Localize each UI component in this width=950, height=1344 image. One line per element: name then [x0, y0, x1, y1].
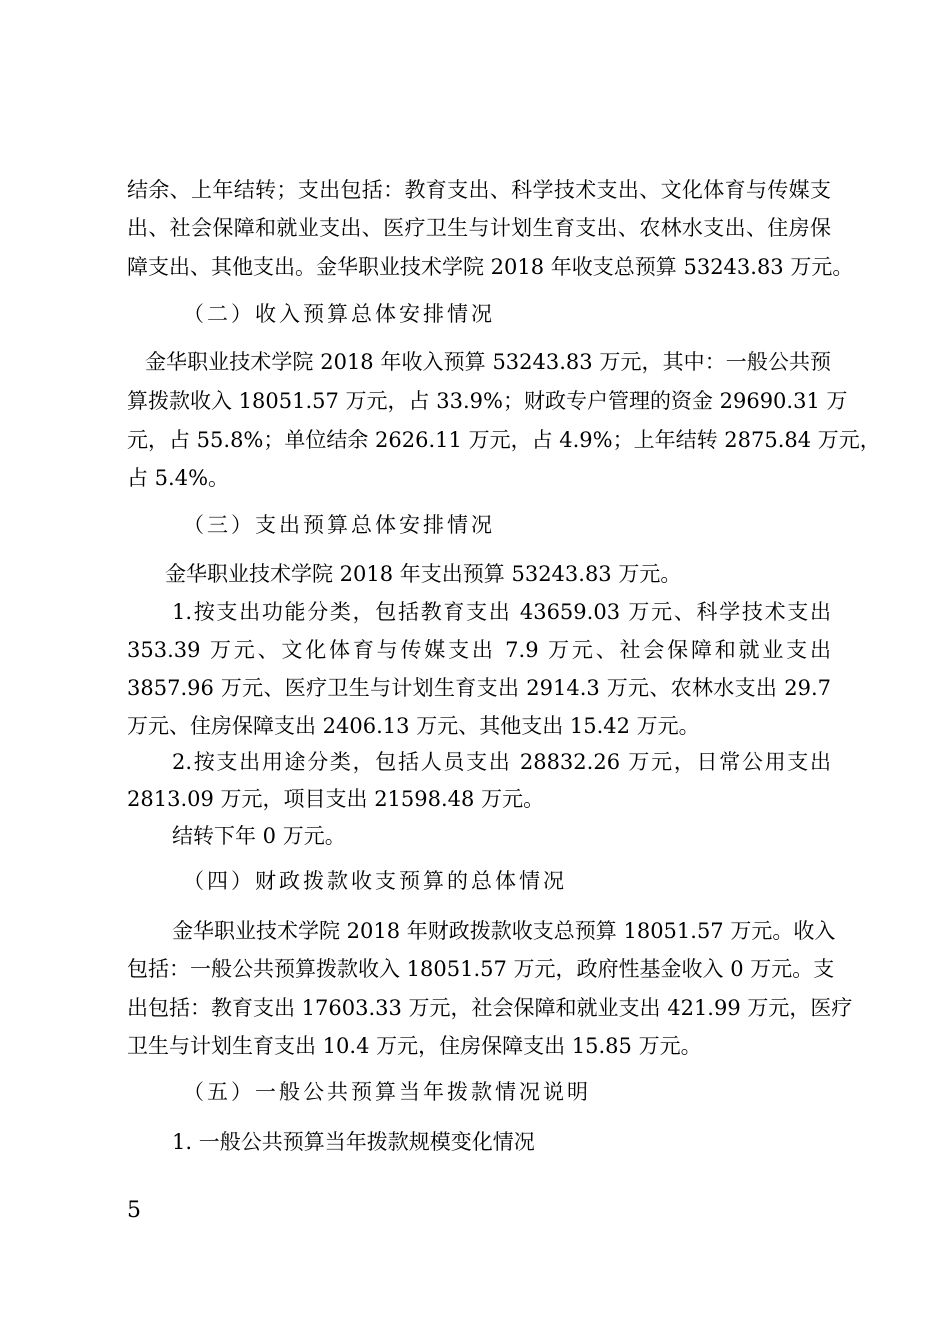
- section3-item1-line-4: 万元、住房保障支出 2406.13 万元、其他支出 15.42 万元。: [127, 714, 700, 738]
- section5-heading: （五）一般公共预算当年拨款情况说明: [183, 1080, 591, 1104]
- intro-line-3: 障支出、其他支出。金华职业技术学院 2018 年收支总预算 53243.83 万元。: [127, 255, 854, 279]
- section3-summary: 金华职业技术学院 2018 年支出预算 53243.83 万元。: [165, 562, 682, 586]
- section4-line-3: 出包括：教育支出 17603.33 万元，社会保障和就业支出 421.99 万元，医疗: [127, 996, 853, 1020]
- section3-item1-line-3: 3857.96 万元、医疗卫生与计划生育支出 2914.3 万元、农林水支出 29.7: [127, 676, 831, 700]
- section3-item2-line-1: 2.按支出用途分类，包括人员支出 28832.26 万元，日常公用支出: [172, 750, 831, 774]
- section4-line-4: 卫生与计划生育支出 10.4 万元，住房保障支出 15.85 万元。: [127, 1034, 702, 1058]
- intro-line-1: 结余、上年结转；支出包括：教育支出、科学技术支出、文化体育与传媒支: [127, 178, 831, 202]
- section4-line-1: 金华职业技术学院 2018 年财政拨款收支总预算 18051.57 万元。收入: [172, 919, 836, 943]
- section2-line-3: 元，占 55.8%；单位结余 2626.11 万元，占 4.9%；上年结转 2875.84 万元，: [127, 428, 881, 452]
- section2-heading: （二）收入预算总体安排情况: [183, 302, 495, 326]
- section3-item1-line-1: 1.按支出功能分类，包括教育支出 43659.03 万元、科学技术支出: [172, 600, 831, 624]
- section4-heading: （四）财政拨款收支预算的总体情况: [183, 869, 567, 893]
- page-number: 5: [127, 1198, 141, 1223]
- intro-line-2: 出、社会保障和就业支出、医疗卫生与计划生育支出、农林水支出、住房保: [127, 216, 831, 240]
- section4-line-2: 包括：一般公共预算拨款收入 18051.57 万元，政府性基金收入 0 万元。支: [127, 957, 835, 981]
- section3-heading: （三）支出预算总体安排情况: [183, 513, 495, 537]
- section5-subheading: 1. 一般公共预算当年拨款规模变化情况: [172, 1130, 535, 1154]
- section2-line-4: 占 5.4%。: [127, 466, 230, 490]
- section3-item1-line-2: 353.39 万元、文化体育与传媒支出 7.9 万元、社会保障和就业支出: [127, 638, 831, 662]
- section2-line-2: 算拨款收入 18051.57 万元，占 33.9%；财政专户管理的资金 29690.31 万: [127, 389, 848, 413]
- section3-carryover: 结转下年 0 万元。: [172, 824, 346, 848]
- section2-line-1: 金华职业技术学院 2018 年收入预算 53243.83 万元，其中：一般公共预: [145, 350, 831, 374]
- section3-item2-line-2: 2813.09 万元，项目支出 21598.48 万元。: [127, 787, 545, 811]
